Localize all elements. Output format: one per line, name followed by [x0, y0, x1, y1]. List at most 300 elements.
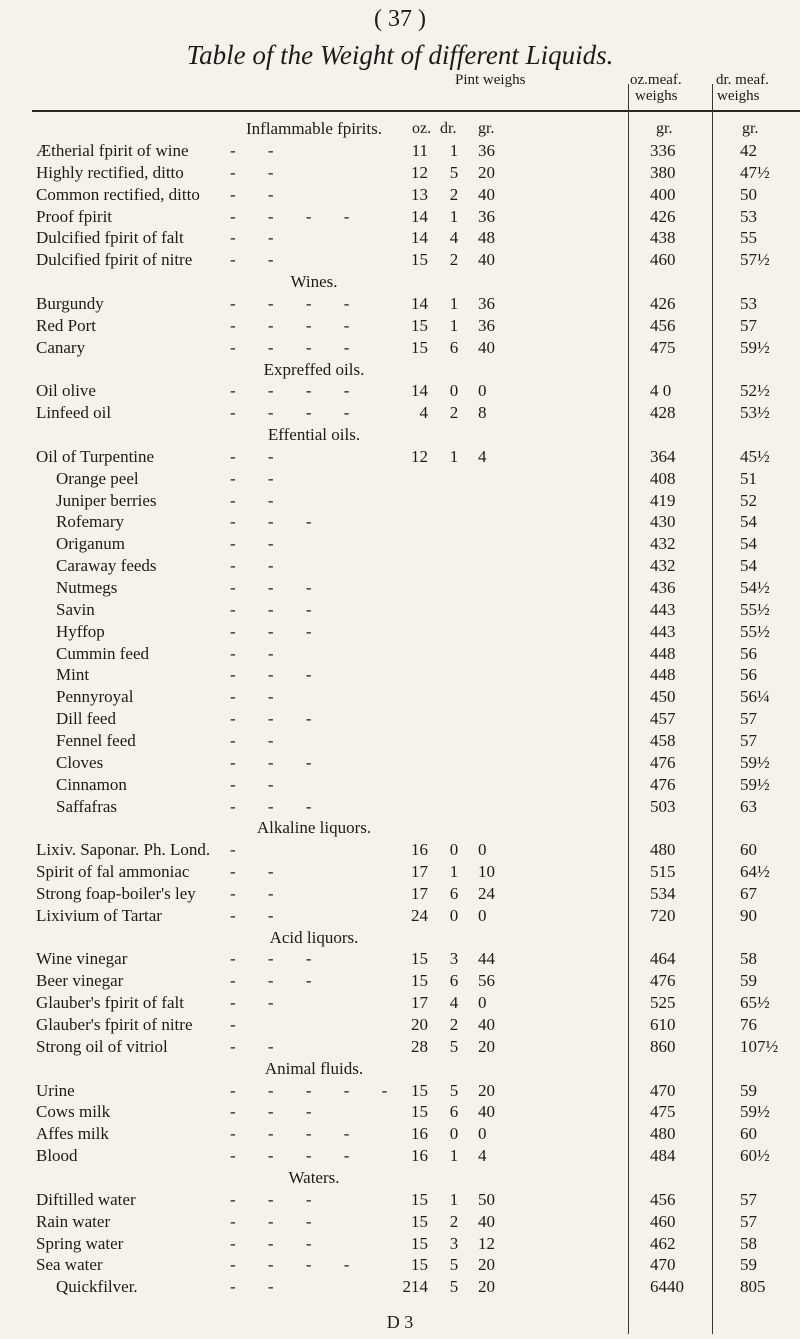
- pint-gr: 36: [478, 141, 495, 160]
- pint-gr: 24: [478, 883, 495, 903]
- liquid-name: Proof fpirit: [36, 206, 113, 226]
- oz-measure-grains: 462: [650, 1233, 676, 1253]
- dr-measure-grains: 57½: [740, 250, 770, 270]
- liquid-name: Spirit of fal ammoniac: [36, 862, 190, 882]
- liquid-name: Quickfilver.: [56, 1277, 138, 1297]
- oz-measure-grains: 400: [650, 184, 676, 204]
- oz-measure-grains: 380: [650, 162, 676, 182]
- dr-measure-grains: 45½: [740, 446, 770, 466]
- pint-gr: 40: [478, 250, 495, 270]
- pint-gr: 40: [478, 1102, 495, 1122]
- leader-dots: - - -: [230, 621, 326, 641]
- oz-measure-grains: 476: [650, 971, 676, 991]
- pint-dr: 4: [449, 228, 459, 248]
- dr-measure-grains: 59½: [740, 774, 770, 794]
- dr-measure-grains: 76: [740, 1015, 757, 1034]
- pint-gr: 0: [478, 993, 487, 1013]
- header-pint: Pint weighs: [455, 72, 526, 88]
- leader-dots: - - -: [230, 599, 326, 619]
- table-row: [0, 140, 800, 162]
- pint-oz: 11: [411, 141, 428, 160]
- dr-measure-grains: 59½: [740, 1102, 770, 1122]
- liquid-name: Orange peel: [56, 468, 139, 488]
- liquid-name: Dill feed: [56, 709, 116, 729]
- table-row: [0, 1189, 800, 1211]
- leader-dots: - - - -: [230, 1124, 364, 1144]
- oz-measure-grains: 436: [650, 578, 676, 597]
- leader-dots: - - -: [230, 1233, 326, 1253]
- oz-measure-grains: 484: [650, 1146, 676, 1166]
- liquid-name: Mint: [56, 665, 90, 685]
- table-row: [0, 337, 800, 359]
- table-row: [0, 752, 800, 774]
- table-row: [0, 227, 800, 249]
- leader-dots: - -: [230, 905, 288, 925]
- pint-oz: 15: [411, 1080, 428, 1100]
- leader-dots: - -: [230, 468, 288, 488]
- table-row: [0, 839, 800, 861]
- dr-measure-grains: 52: [740, 490, 757, 510]
- dr-measure-grains: 59½: [740, 337, 770, 357]
- table-row: [0, 796, 800, 818]
- pint-dr: 2: [449, 184, 459, 204]
- pint-dr: 5: [449, 1277, 459, 1297]
- pint-oz: 4: [419, 403, 428, 423]
- dr-measure-grains: 67: [740, 883, 757, 903]
- dr-measure-grains: 52½: [740, 381, 770, 401]
- pint-oz: 17: [411, 862, 428, 882]
- dr-measure-grains: 56: [740, 665, 757, 685]
- oz-measure-grains: 336: [650, 141, 676, 160]
- pint-oz: 17: [411, 883, 428, 903]
- oz-measure-grains: 480: [650, 840, 676, 860]
- table-row: [0, 883, 800, 905]
- pint-dr: 1: [449, 446, 459, 466]
- oz-measure-grains: 6440: [650, 1277, 684, 1297]
- table-row: [0, 184, 800, 206]
- leader-dots: - - -: [230, 971, 326, 991]
- liquid-name: Glauber's fpirit of nitre: [36, 1015, 193, 1034]
- pint-oz: 214: [402, 1277, 428, 1297]
- pint-dr: 3: [449, 1233, 459, 1253]
- oz-measure-grains: 470: [650, 1080, 676, 1100]
- pint-gr: 44: [478, 949, 495, 969]
- liquid-name: Burgundy: [36, 293, 104, 313]
- table-row: [0, 1145, 800, 1167]
- pint-gr: 40: [478, 1211, 495, 1231]
- column-headers: [0, 72, 800, 106]
- liquid-name: Cows milk: [36, 1102, 111, 1122]
- leader-dots: - - -: [230, 512, 326, 532]
- liquid-name: Strong oil of vitriol: [36, 1036, 168, 1056]
- oz-measure-grains: 432: [650, 556, 676, 576]
- header-oz-line2: weighs: [635, 88, 678, 104]
- pint-gr: 0: [478, 381, 487, 401]
- pint-dr: 5: [449, 1080, 459, 1100]
- pint-gr: 20: [478, 1255, 495, 1275]
- pint-dr: 5: [449, 1255, 459, 1275]
- oz-measure-grains: 426: [650, 206, 676, 226]
- dr-measure-grains: 59½: [740, 752, 770, 772]
- dr-measure-grains: 55½: [740, 621, 770, 641]
- table-row: [0, 1233, 800, 1255]
- dr-measure-grains: 57: [740, 315, 757, 335]
- pint-dr: 1: [449, 1189, 459, 1209]
- leader-dots: - - - -: [230, 315, 364, 335]
- oz-measure-grains: 443: [650, 599, 676, 619]
- liquid-name: Glauber's fpirit of falt: [36, 993, 184, 1013]
- table-row: [0, 992, 800, 1014]
- leader-dots: - - -: [230, 752, 326, 772]
- pint-dr: 2: [449, 250, 459, 270]
- oz-measure-grains: 419: [650, 490, 676, 510]
- section-heading: Animal fluids.: [264, 1058, 364, 1078]
- pint-gr: 56: [478, 971, 495, 991]
- table-row: [0, 643, 800, 665]
- leader-dots: - -: [230, 643, 288, 663]
- oz-measure-grains: 438: [650, 228, 676, 248]
- liquid-name: Pennyroyal: [56, 687, 134, 707]
- pint-dr: 5: [449, 162, 459, 182]
- leader-dots: - -: [230, 184, 288, 204]
- table-row: [0, 249, 800, 271]
- dr-measure-grains: 51: [740, 468, 757, 488]
- pint-dr: 5: [449, 1036, 459, 1056]
- pint-gr: 20: [478, 162, 495, 182]
- leader-dots: - - - -: [230, 403, 364, 423]
- table-row: [0, 905, 800, 927]
- liquid-name: Cinnamon: [56, 774, 127, 794]
- leader-dots: - -: [230, 993, 288, 1013]
- pint-dr: 1: [449, 862, 459, 882]
- oz-measure-grains: 426: [650, 293, 676, 313]
- liquid-name: Rain water: [36, 1211, 111, 1231]
- pint-gr: 10: [478, 862, 495, 882]
- oz-measure-grains: 470: [650, 1255, 676, 1275]
- dr-measure-grains: 60½: [740, 1146, 770, 1166]
- oz-measure-grains: 448: [650, 643, 676, 663]
- pint-gr: 0: [478, 1124, 487, 1144]
- oz-measure-grains: 515: [650, 862, 676, 882]
- leader-dots: - -: [230, 490, 288, 510]
- oz-measure-grains: 364: [650, 446, 676, 466]
- table-row: [0, 861, 800, 883]
- dr-measure-grains: 60: [740, 1124, 757, 1144]
- leader-dots: - -: [230, 250, 288, 270]
- oz-measure-grains: 525: [650, 993, 676, 1013]
- pint-dr: 0: [449, 1124, 459, 1144]
- dr-measure-grains: 56¼: [740, 687, 770, 707]
- table-row: [0, 468, 800, 490]
- dr-measure-grains: 42: [740, 141, 757, 160]
- table-row: [0, 446, 800, 468]
- liquid-name: Cummin feed: [56, 643, 150, 663]
- leader-dots: - - - -: [230, 206, 364, 226]
- table-row: [0, 1014, 800, 1036]
- liquid-name: Fennel feed: [56, 730, 136, 750]
- dr-measure-grains: 59: [740, 1255, 757, 1275]
- pint-dr: 6: [449, 1102, 459, 1122]
- table-row: [0, 293, 800, 315]
- leader-dots: - -: [230, 534, 288, 554]
- table-row: [0, 1036, 800, 1058]
- table-row: [0, 730, 800, 752]
- dr-measure-grains: 60: [740, 840, 757, 860]
- dr-measure-grains: 54: [740, 534, 757, 554]
- liquid-name: Origanum: [56, 534, 125, 554]
- dr-measure-grains: 57: [740, 1189, 757, 1209]
- header-rule: [32, 110, 800, 112]
- leader-dots: - - - -: [230, 1255, 364, 1275]
- liquid-name: Diftilled water: [36, 1189, 136, 1209]
- oz-measure-grains: 534: [650, 883, 676, 903]
- liquid-name: Ætherial fpirit of wine: [36, 141, 189, 160]
- oz-measure-grains: 457: [650, 709, 676, 729]
- pint-gr: 20: [478, 1036, 495, 1056]
- pint-dr: 1: [449, 206, 459, 226]
- pint-gr: 36: [478, 206, 495, 226]
- pint-dr: 6: [449, 337, 459, 357]
- liquid-name: Beer vinegar: [36, 971, 124, 991]
- leader-dots: - - - -: [230, 1146, 364, 1166]
- oz-measure-grains: 432: [650, 534, 676, 554]
- leader-dots: - - - - -: [230, 1080, 402, 1100]
- table-row: [0, 1123, 800, 1145]
- liquid-name: Linfeed oil: [36, 403, 112, 423]
- dr-measure-grains: 47½: [740, 162, 770, 182]
- table-row: [0, 686, 800, 708]
- pint-dr: 0: [449, 905, 459, 925]
- dr-measure-grains: 58: [740, 949, 757, 969]
- pint-oz: 14: [411, 381, 428, 401]
- pint-gr: 20: [478, 1277, 495, 1297]
- section-heading: Acid liquors.: [269, 927, 359, 947]
- leader-dots: -: [230, 840, 250, 860]
- pint-gr: 50: [478, 1189, 495, 1209]
- page-title: Table of the Weight of different Liquids.: [186, 40, 614, 70]
- pint-dr: 2: [449, 403, 459, 423]
- leader-dots: - -: [230, 141, 288, 160]
- pint-dr: 2: [449, 1015, 459, 1034]
- dr-measure-grains: 64½: [740, 862, 770, 882]
- liquid-name: Lixivium of Tartar: [36, 905, 162, 925]
- pint-oz: 13: [411, 184, 428, 204]
- pint-oz: 24: [411, 905, 428, 925]
- table-row: [0, 533, 800, 555]
- liquid-name: Rofemary: [56, 512, 124, 532]
- table-row: [0, 162, 800, 184]
- liquid-name: Red Port: [36, 315, 96, 335]
- pint-oz: 15: [411, 1102, 428, 1122]
- section-heading: Wines.: [290, 272, 338, 292]
- table-row: [0, 1080, 800, 1102]
- pint-oz: 16: [411, 1124, 428, 1144]
- oz-measure-grains: 460: [650, 1211, 676, 1231]
- unit-gr-dr: gr.: [742, 120, 759, 137]
- section-heading: Effential oils.: [267, 425, 361, 445]
- leader-dots: - -: [230, 228, 288, 248]
- liquid-name: Oil olive: [36, 381, 96, 401]
- dr-measure-grains: 54½: [740, 578, 770, 597]
- dr-measure-grains: 805: [740, 1277, 766, 1297]
- dr-measure-grains: 63: [740, 796, 757, 816]
- pint-oz: 15: [411, 1189, 428, 1209]
- pint-oz: 14: [411, 206, 428, 226]
- pint-gr: 40: [478, 1015, 495, 1034]
- oz-measure-grains: 475: [650, 1102, 676, 1122]
- header-dr-line2: weighs: [717, 88, 760, 104]
- table-row: [0, 948, 800, 970]
- pint-oz: 15: [411, 1233, 428, 1253]
- section-heading: Expreffed oils.: [263, 359, 365, 379]
- table-row: [0, 774, 800, 796]
- signature-mark: D 3: [386, 1312, 414, 1332]
- liquid-name: Oil of Turpentine: [36, 446, 155, 466]
- pint-dr: 1: [449, 141, 459, 160]
- liquid-name: Cloves: [56, 752, 104, 772]
- dr-measure-grains: 57: [740, 730, 757, 750]
- pint-gr: 4: [478, 446, 487, 466]
- pint-gr: 12: [478, 1233, 495, 1253]
- leader-dots: -: [230, 1015, 250, 1034]
- section-heading: Alkaline liquors.: [256, 818, 372, 838]
- pint-oz: 28: [411, 1036, 428, 1056]
- liquid-name: Nutmegs: [56, 578, 118, 597]
- table-row: [0, 664, 800, 686]
- dr-measure-grains: 55: [740, 228, 757, 248]
- pint-oz: 12: [411, 162, 428, 182]
- oz-measure-grains: 610: [650, 1015, 676, 1034]
- leader-dots: - - -: [230, 665, 326, 685]
- dr-measure-grains: 54: [740, 556, 757, 576]
- leader-dots: - - -: [230, 578, 326, 597]
- leader-dots: - -: [230, 1036, 288, 1056]
- oz-measure-grains: 503: [650, 796, 676, 816]
- pint-oz: 15: [411, 949, 428, 969]
- oz-measure-grains: 860: [650, 1036, 676, 1056]
- pint-oz: 15: [411, 250, 428, 270]
- liquid-name: Urine: [36, 1080, 75, 1100]
- pint-oz: 15: [411, 1255, 428, 1275]
- section-heading-first: Inflammable fpirits.: [246, 119, 382, 138]
- dr-measure-grains: 90: [740, 905, 757, 925]
- dr-measure-grains: 59: [740, 971, 757, 991]
- pint-oz: 17: [411, 993, 428, 1013]
- liquid-name: Common rectified, ditto: [36, 184, 200, 204]
- table-row: [0, 555, 800, 577]
- header-dr-line1: dr. meaf.: [716, 72, 769, 88]
- pint-oz: 15: [411, 337, 428, 357]
- leader-dots: - - -: [230, 1211, 326, 1231]
- liquid-name: Sea water: [36, 1255, 103, 1275]
- oz-measure-grains: 480: [650, 1124, 676, 1144]
- pint-oz: 15: [411, 1211, 428, 1231]
- pint-dr: 1: [449, 1146, 459, 1166]
- table-row: [0, 708, 800, 730]
- leader-dots: - - - -: [230, 381, 364, 401]
- dr-measure-grains: 53: [740, 206, 757, 226]
- pint-dr: 3: [449, 949, 459, 969]
- section-heading: Waters.: [288, 1167, 340, 1187]
- table-row: [0, 511, 800, 533]
- liquid-name: Dulcified fpirit of falt: [36, 228, 184, 248]
- leader-dots: - - -: [230, 709, 326, 729]
- pint-oz: 16: [411, 840, 428, 860]
- table-row: [0, 970, 800, 992]
- oz-measure-grains: 475: [650, 337, 676, 357]
- liquid-name: Blood: [36, 1146, 78, 1166]
- liquid-name: Highly rectified, ditto: [36, 162, 184, 182]
- pint-gr: 0: [478, 905, 487, 925]
- pint-oz: 14: [411, 293, 428, 313]
- oz-measure-grains: 450: [650, 687, 676, 707]
- oz-measure-grains: 476: [650, 752, 676, 772]
- dr-measure-grains: 55½: [740, 599, 770, 619]
- dr-measure-grains: 53: [740, 293, 757, 313]
- leader-dots: - - - -: [230, 293, 364, 313]
- liquid-name: Saffafras: [56, 796, 118, 816]
- pint-gr: 40: [478, 184, 495, 204]
- leader-dots: - - - -: [230, 337, 364, 357]
- oz-measure-grains: 456: [650, 315, 676, 335]
- liquid-name: Strong foap-boiler's ley: [36, 883, 196, 903]
- table-row: [0, 1276, 800, 1298]
- leader-dots: - -: [230, 774, 288, 794]
- table-row: [0, 599, 800, 621]
- leader-dots: - -: [230, 862, 288, 882]
- pint-gr: 40: [478, 337, 495, 357]
- oz-measure-grains: 456: [650, 1189, 676, 1209]
- leader-dots: - -: [230, 730, 288, 750]
- table-row: [0, 206, 800, 228]
- liquid-name: Canary: [36, 337, 86, 357]
- leader-dots: - -: [230, 556, 288, 576]
- liquid-name: Savin: [56, 599, 95, 619]
- table-row: [0, 1254, 800, 1276]
- liquid-name: Wine vinegar: [36, 949, 128, 969]
- unit-dr: dr.: [440, 120, 457, 137]
- oz-measure-grains: 476: [650, 774, 676, 794]
- oz-measure-grains: 4 0: [650, 381, 672, 401]
- pint-dr: 6: [449, 883, 459, 903]
- dr-measure-grains: 57: [740, 709, 757, 729]
- pint-gr: 0: [478, 840, 487, 860]
- leader-dots: - - -: [230, 949, 326, 969]
- oz-measure-grains: 460: [650, 250, 676, 270]
- pint-dr: 1: [449, 315, 459, 335]
- page-number: ( 37 ): [374, 6, 426, 32]
- pint-gr: 48: [478, 228, 495, 248]
- leader-dots: - - -: [230, 796, 326, 816]
- liquid-name: Affes milk: [36, 1124, 109, 1144]
- oz-measure-grains: 408: [650, 468, 676, 488]
- unit-gr: gr.: [478, 120, 495, 137]
- table-row: [0, 380, 800, 402]
- pint-dr: 0: [449, 840, 459, 860]
- oz-measure-grains: 428: [650, 403, 676, 423]
- unit-gr-oz: gr.: [656, 120, 673, 137]
- liquid-name: Juniper berries: [56, 490, 157, 510]
- dr-measure-grains: 56: [740, 643, 757, 663]
- dr-measure-grains: 54: [740, 512, 757, 532]
- pint-dr: 6: [449, 971, 459, 991]
- leader-dots: - -: [230, 687, 288, 707]
- table-row: [0, 1211, 800, 1233]
- pint-dr: 0: [449, 381, 459, 401]
- leader-dots: - - -: [230, 1102, 326, 1122]
- table-row: [0, 1101, 800, 1123]
- oz-measure-grains: 443: [650, 621, 676, 641]
